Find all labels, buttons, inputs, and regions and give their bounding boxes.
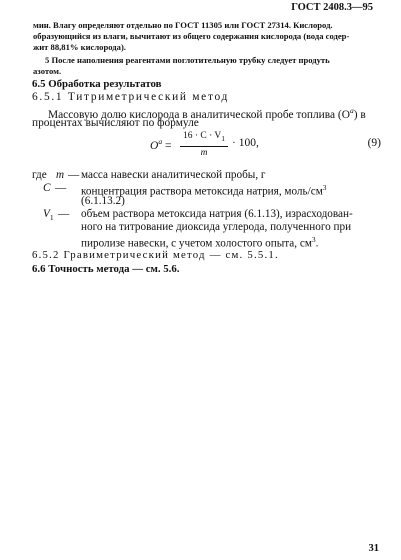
note-line: образующийся из влаги, вычитают из общего содержания кислорода (вода содер-: [33, 31, 350, 41]
def-text: объем раствора метоксида натрия (6.1.13), израсходован-: [81, 208, 353, 220]
section-6-5-heading: 6.5 Обработка результатов: [32, 78, 162, 90]
note-line: 5 После наполнения реагентами поглотительную трубку следует продуть: [45, 55, 330, 65]
def-text: ного на титрование диоксида углерода, полученного при: [81, 221, 352, 233]
page-number: 31: [368, 543, 379, 554]
def-text: пиролизе навески, с учетом холостого опыта, $см^3$.: [81, 235, 319, 250]
paragraph-line: Массовую долю кислорода в аналитической пробе топлива $(O^a)$ в: [48, 106, 366, 121]
note-line: азотом.: [33, 66, 62, 76]
section-6-6-heading: 6.6 Точность метода — см. 5.6.: [32, 263, 180, 275]
paragraph-line: процентах вычисляют по формуле: [32, 117, 199, 129]
def-symbol-m: m: [56, 169, 65, 181]
note-line: жит 88,81% кислорода).: [33, 42, 126, 52]
def-symbol-v1: $V_1$: [43, 208, 54, 223]
def-text: концентрация раствора метоксида натрия, моль/$см^3$: [81, 183, 327, 198]
equation-number: (9): [367, 137, 381, 149]
definitions-list: [0, 0, 401, 260]
formula-denominator: m: [200, 147, 208, 158]
formula-numerator: $16 \cdot C \cdot V_1$: [180, 130, 228, 147]
def-text: (6.1.13.2): [81, 195, 125, 207]
note-line: мин. Влагу определяют отдельно по ГОСТ 11305 или ГОСТ 27314. Кислород.: [33, 20, 333, 30]
def-symbol-c: C: [43, 182, 51, 194]
def-text: масса навески аналитической пробы, г: [81, 169, 266, 181]
def-dash: —: [55, 182, 67, 194]
page-header: ГОСТ 2408.3—95: [291, 2, 373, 13]
def-dash: —: [58, 208, 70, 220]
where-label: где: [32, 169, 47, 181]
formula-rest: · 100,: [232, 137, 259, 149]
def-dash: —: [68, 169, 80, 181]
section-6-5-1-heading: 6.5.1 Титриметрический метод: [32, 91, 230, 103]
section-6-5-2-heading: 6.5.2 Гравиметрический метод — см. 5.5.1.: [32, 249, 279, 261]
formula-lhs: $O^a$ =: [150, 137, 172, 152]
